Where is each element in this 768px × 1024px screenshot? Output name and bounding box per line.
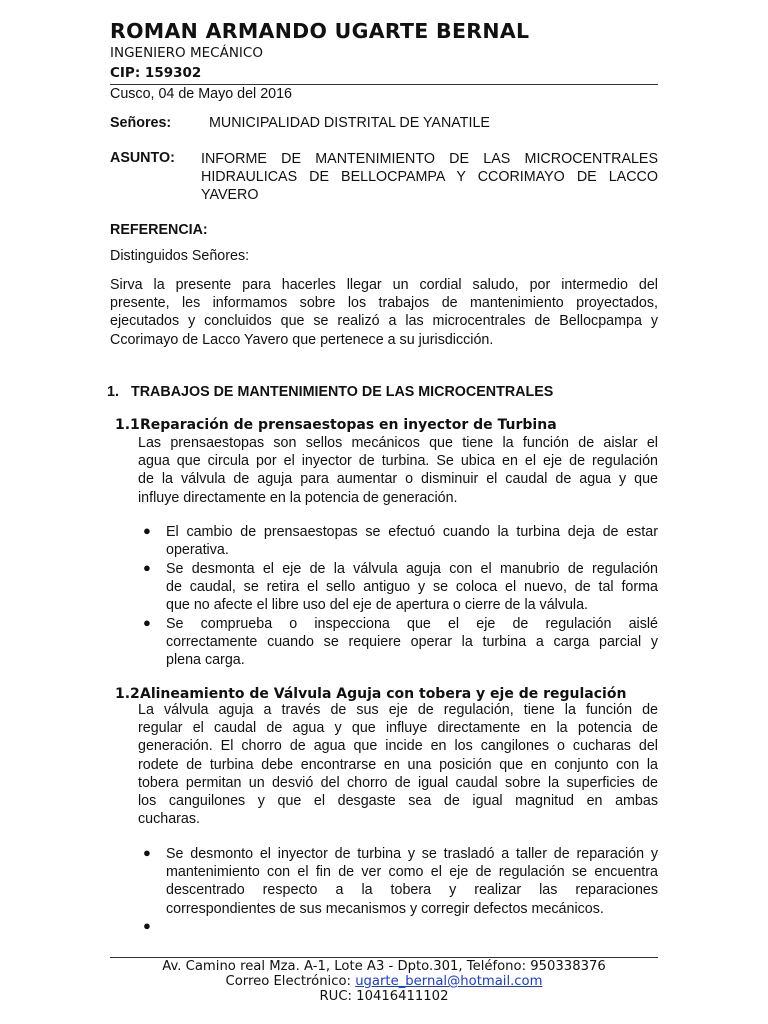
subsection-number: 1.2 [115,686,140,702]
bullet-item [166,615,658,670]
para-line: La válvula aguja a través de sus eje de regulación, tiene la función de [138,702,658,718]
bullet-item [166,845,658,918]
bullet-line: plena carga. [166,652,245,669]
recipient-label: Señores: [110,115,172,131]
bullet-line: El cambio de prensaestopas se efectuó cuando la turbina deja de estar [166,524,658,540]
bullet-line: Se comprueba o inspecciona que el eje de regulación aislé [166,616,658,632]
footer-email-label: Correo Electrónico: [225,974,356,989]
footer-email-link[interactable]: ugarte_bernal@hotmail.com [355,974,543,989]
bullet-line: descentrado respecto a la tobera y realizar las reparaciones [166,882,658,899]
bullet-line: Se desmonto el inyector de turbina y se trasladó a taller de reparación y [166,846,658,862]
para-line: de la válvula de aguja para aumentar o disminuir el caudal de agua y que [138,471,658,488]
bullet-item [166,523,658,559]
author-cip: CIP: 159302 [110,65,202,81]
author-name: ROMAN ARMANDO UGARTE BERNAL [110,19,530,43]
bullet-line: de caudal, se retira el sello antiguo y se coloca el nuevo, de tal forma [166,579,658,596]
place-date: Cusco, 04 de Mayo del 2016 [110,86,293,102]
bullet-dot: ● [143,615,151,630]
intro-line: Ccorimayo de Lacco Yavero que pertenece a su jurisdicción. [110,331,494,348]
para-line: Las prensaestopas son sellos mecánicos que tiene la función de aislar el [138,435,658,451]
para-line: influye directamente en la potencia de generación. [138,489,458,506]
para-line: los canguilones y que el desgaste sea de igual magnitud en ambas [138,793,658,810]
intro-line: Sirva la presente para hacerles llegar un cordial saludo, por intermedio del [110,277,658,293]
bullet-line: Se desmonta el eje de la válvula aguja con el manubrio de regulación [166,561,658,577]
recipient-value: MUNICIPALIDAD DISTRITAL DE YANATILE [209,115,490,131]
footer-email-line [84,974,684,989]
para-line: agua que circula por el inyector de turbina. Se ubica en el eje de regulación [138,453,658,470]
subject-line: INFORME DE MANTENIMIENTO DE LAS MICROCENTRALES [201,151,658,167]
para-line: rodete de turbina debe encontrarse en una posición que en conjunto con la [138,756,658,773]
greeting: Distinguidos Señores: [110,248,250,264]
bullet-dot: ● [143,523,151,538]
subject-block [201,150,658,205]
footer-address: Av. Camino real Mza. A-1, Lote A3 - Dpto.301, Teléfono: 950338376 [162,959,606,974]
subject-label: ASUNTO: [110,150,175,166]
subsection-paragraph [138,434,658,507]
bullet-line: correspondientes de sus mecanismos y corregir defectos mecánicos. [166,900,604,917]
bullet-line: mantenimiento con el fin de ver como el eje de regulación se encuentra [166,864,658,881]
subject-line: HIDRAULICAS DE BELLOCPAMPA Y CCORIMAYO DE LACCO [201,169,658,186]
subsection-title: Reparación de prensaestopas en inyector de Turbina [140,417,557,433]
subsection-number: 1.1 [115,417,140,433]
subject-line: YAVERO [201,187,259,204]
intro-paragraph [110,276,658,349]
para-line: generación. El chorro de agua que incide en los cangilones o cucharas del [138,738,658,755]
footer-ruc: RUC: 10416411102 [319,989,449,1004]
bullet-line: que no afecte el libre uso del eje de apertura o cierre de la válvula. [166,597,589,614]
bullet-line: correctamente cuando se requiere operar la turbina a carga parcial y [166,634,658,651]
subsection-paragraph [138,701,658,828]
header-divider [110,84,658,85]
para-line: tobera permitan un desvió del chorro de igual caudal sobre la superficies de [138,774,658,791]
reference-label: REFERENCIA: [110,222,208,238]
bullet-dot: ● [143,560,151,575]
bullet-dot: ● [143,845,151,860]
para-line: regular el caudal de agua y que influye directamente en la potencia de [138,720,658,737]
para-line: cucharas. [138,811,200,828]
bullet-line: operativa. [166,542,229,559]
intro-line: presente, les informamos sobre los trabajos de mantenimiento proyectados, [110,295,658,312]
section-title: TRABAJOS DE MANTENIMIENTO DE LAS MICROCENTRALES [131,384,554,400]
bullet-dot: ● [143,918,151,933]
section-number: 1. [107,384,119,400]
intro-line: ejecutados y concluidos que se realizó a las microcentrales de Bellocpampa y [110,313,658,330]
subsection-title: Alineamiento de Válvula Aguja con tobera y eje de regulación [140,686,627,702]
bullet-item [166,560,658,615]
author-profession: INGENIERO MECÁNICO [110,45,263,61]
footer-divider [110,957,658,958]
